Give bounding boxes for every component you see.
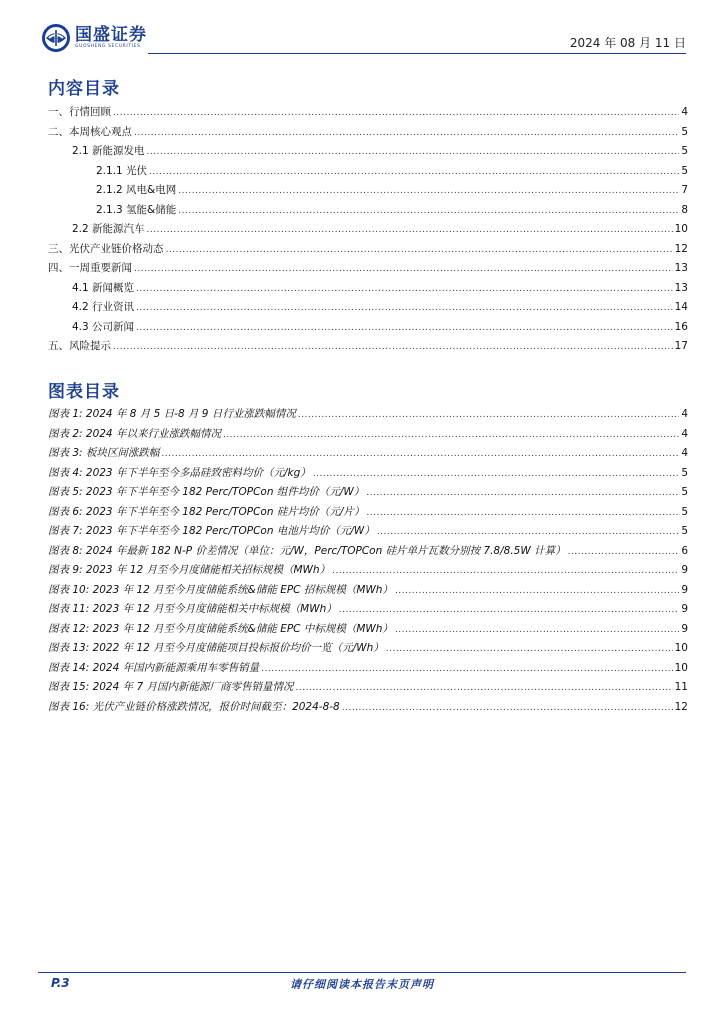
toc-entry[interactable] bbox=[48, 240, 688, 260]
dot-leader bbox=[395, 582, 679, 602]
figure-entry-label: 图表 2: 2024 年以来行业涨跌幅情况 bbox=[48, 427, 221, 440]
dot-leader bbox=[147, 221, 673, 241]
footer-divider bbox=[38, 972, 686, 973]
figure-entry-page: 10 bbox=[674, 642, 688, 654]
dot-leader bbox=[223, 426, 679, 446]
toc-entry[interactable] bbox=[48, 318, 688, 338]
figure-entry-page: 5 bbox=[681, 466, 688, 479]
figure-entry-label: 图表 11: 2023 年 12 月至今月度储能相关中标规模（MWh） bbox=[48, 603, 337, 615]
toc-entry[interactable] bbox=[48, 220, 688, 240]
figure-entry[interactable] bbox=[48, 659, 688, 679]
toc-entry[interactable] bbox=[48, 298, 688, 318]
logo bbox=[41, 24, 147, 52]
figure-entry-label: 图表 5: 2023 年下半年至今 182 Perc/TOPCon 组件均价（元/W） bbox=[48, 486, 365, 498]
figure-entry[interactable] bbox=[48, 483, 688, 503]
figure-entry-page: 12 bbox=[674, 700, 688, 713]
figure-entry-label: 图表 6: 2023 年下半年至今 182 Perc/TOPCon 硅片均价（元/片） bbox=[48, 505, 365, 518]
toc-entry[interactable] bbox=[48, 103, 688, 123]
logo-name-en: GUOSHENG SECURITIES bbox=[75, 44, 141, 49]
toc-entry[interactable] bbox=[48, 201, 688, 221]
figure-entry-label: 图表 1: 2024 年 8 月 5 日-8 月 9 日行业涨跌幅情况 bbox=[48, 408, 296, 420]
toc-entry-page: 17 bbox=[674, 340, 688, 352]
figure-entry[interactable] bbox=[48, 542, 688, 562]
dot-leader bbox=[342, 699, 673, 719]
dot-leader bbox=[366, 504, 679, 524]
toc-title: 内容目录 bbox=[48, 79, 120, 99]
figure-entry-page: 11 bbox=[674, 681, 688, 693]
figure-entry-label: 图表 10: 2023 年 12 月至今月度储能系统&储能 EPC 招标规模（MWh） bbox=[48, 583, 393, 596]
dot-leader bbox=[134, 124, 679, 144]
dot-leader bbox=[568, 543, 680, 563]
figure-entry[interactable] bbox=[48, 464, 688, 484]
toc-list bbox=[48, 103, 688, 357]
dot-leader bbox=[136, 299, 673, 319]
toc-entry-label: 三、光伏产业链价格动态 bbox=[48, 242, 164, 255]
figure-entry[interactable] bbox=[48, 581, 688, 601]
page-number: P.3 bbox=[51, 976, 70, 990]
figure-entry-label: 图表 13: 2022 年 12 月至今月度储能项目投标报价均价一览（元/Wh） bbox=[48, 642, 384, 654]
dot-leader bbox=[366, 484, 679, 504]
header-divider bbox=[148, 53, 686, 54]
figure-entry-label: 图表 4: 2023 年下半年至今多晶硅致密料均价（元/kg） bbox=[48, 466, 311, 479]
dot-leader bbox=[395, 621, 679, 641]
dot-leader bbox=[147, 143, 680, 163]
figure-entry-label: 图表 14: 2024 年国内新能源乘用车零售销量 bbox=[48, 661, 260, 674]
toc-entry[interactable] bbox=[48, 279, 688, 299]
toc-entry-page: 5 bbox=[681, 125, 688, 138]
figure-entry-page: 5 bbox=[681, 486, 688, 498]
dot-leader bbox=[332, 562, 679, 582]
page-header bbox=[0, 0, 724, 58]
figure-entry[interactable] bbox=[48, 698, 688, 718]
dot-leader bbox=[161, 445, 679, 465]
figure-entry-page: 9 bbox=[681, 564, 688, 576]
toc-entry-page: 12 bbox=[674, 242, 688, 255]
figure-entry[interactable] bbox=[48, 678, 688, 698]
toc-entry[interactable] bbox=[48, 123, 688, 143]
figure-entry[interactable] bbox=[48, 444, 688, 464]
figures-title: 图表目录 bbox=[48, 382, 120, 402]
toc-entry-label: 2.1.3 氢能&储能 bbox=[96, 203, 177, 216]
figure-entry-label: 图表 12: 2023 年 12 月至今月度储能系统&储能 EPC 中标规模（MWh） bbox=[48, 622, 393, 635]
figure-entry[interactable] bbox=[48, 561, 688, 581]
figure-entry-page: 9 bbox=[681, 603, 688, 615]
toc-entry-label: 五、风险提示 bbox=[48, 340, 111, 352]
figure-entry-label: 图表 9: 2023 年 12 月至今月度储能相关招标规模（MWh） bbox=[48, 564, 331, 576]
dot-leader bbox=[178, 202, 679, 222]
logo-mark-icon bbox=[41, 24, 71, 52]
toc-entry[interactable] bbox=[48, 337, 688, 357]
dot-leader bbox=[386, 640, 673, 660]
figure-entry[interactable] bbox=[48, 503, 688, 523]
toc-entry-label: 4.1 新闻概览 bbox=[72, 281, 135, 294]
figure-entry-page: 9 bbox=[681, 622, 688, 635]
figure-entry[interactable] bbox=[48, 405, 688, 425]
figure-entry[interactable] bbox=[48, 522, 688, 542]
toc-entry[interactable] bbox=[48, 142, 688, 162]
dot-leader bbox=[339, 601, 680, 621]
dot-leader bbox=[166, 241, 673, 261]
figure-entry-page: 10 bbox=[674, 661, 688, 674]
toc-entry-page: 5 bbox=[681, 164, 688, 177]
figure-entry-page: 4 bbox=[681, 408, 688, 420]
toc-entry[interactable] bbox=[48, 181, 688, 201]
report-date: 2024 年 08 月 11 日 bbox=[569, 36, 686, 50]
footer-disclaimer: 请仔细阅读本报告末页声明 bbox=[290, 978, 434, 991]
toc-entry-label: 一、行情回顾 bbox=[48, 106, 111, 118]
toc-entry-label: 二、本周核心观点 bbox=[48, 125, 132, 138]
figure-entry-label: 图表 15: 2024 年 7 月国内新能源厂商零售销量情况 bbox=[48, 681, 294, 693]
figure-entry-page: 4 bbox=[681, 427, 688, 440]
dot-leader bbox=[113, 338, 673, 358]
toc-entry-page: 16 bbox=[674, 320, 688, 333]
toc-entry-label: 2.2 新能源汽车 bbox=[72, 223, 145, 235]
figure-entry-label: 图表 7: 2023 年下半年至今 182 Perc/TOPCon 电池片均价（元/W） bbox=[48, 525, 375, 537]
figure-entry-label: 图表 16: 光伏产业链价格涨跌情况，报价时间截至：2024-8-8 bbox=[48, 700, 340, 713]
dot-leader bbox=[313, 465, 680, 485]
figure-entry-page: 4 bbox=[681, 447, 688, 459]
toc-entry-page: 8 bbox=[681, 203, 688, 216]
dot-leader bbox=[261, 660, 672, 680]
toc-entry-page: 7 bbox=[681, 184, 688, 196]
toc-entry-label: 4.3 公司新闻 bbox=[72, 320, 135, 333]
toc-entry-label: 2.1.2 风电&电网 bbox=[96, 184, 177, 196]
toc-entry-page: 13 bbox=[674, 262, 688, 274]
figure-entry-page: 9 bbox=[681, 583, 688, 596]
dot-leader bbox=[136, 280, 673, 300]
toc-entry-page: 13 bbox=[674, 281, 688, 294]
figure-entry[interactable] bbox=[48, 620, 688, 640]
toc-entry-page: 14 bbox=[674, 301, 688, 313]
figure-entry-page: 6 bbox=[681, 544, 688, 557]
dot-leader bbox=[178, 182, 679, 202]
dot-leader bbox=[134, 260, 673, 280]
toc-entry-page: 10 bbox=[674, 223, 688, 235]
dot-leader bbox=[296, 679, 673, 699]
figure-entry-label: 图表 3: 板块区间涨跌幅 bbox=[48, 447, 160, 459]
dot-leader bbox=[377, 523, 680, 543]
dot-leader bbox=[298, 406, 679, 426]
dot-leader bbox=[136, 319, 673, 339]
toc-entry[interactable] bbox=[48, 259, 688, 279]
figure-entry-page: 5 bbox=[681, 525, 688, 537]
dot-leader bbox=[149, 163, 679, 183]
toc-entry-page: 4 bbox=[681, 106, 688, 118]
toc-entry-page: 5 bbox=[681, 145, 688, 157]
figure-entry-label: 图表 8: 2024 年最新 182 N-P 价差情况（单位：元/W，Perc/TOPCon 硅片单片瓦数分别按 7.8/8.5W 计算） bbox=[48, 544, 566, 557]
toc-entry-label: 2.1.1 光伏 bbox=[96, 164, 148, 177]
figure-entry[interactable] bbox=[48, 600, 688, 620]
figure-entry[interactable] bbox=[48, 639, 688, 659]
figure-entry[interactable] bbox=[48, 425, 688, 445]
logo-name-cn: 国盛证券 bbox=[75, 25, 147, 45]
toc-entry-label: 4.2 行业资讯 bbox=[72, 301, 135, 313]
figures-list bbox=[48, 405, 688, 717]
toc-entry-label: 四、一周重要新闻 bbox=[48, 262, 132, 274]
toc-entry-label: 2.1 新能源发电 bbox=[72, 145, 145, 157]
dot-leader bbox=[113, 104, 679, 124]
toc-entry[interactable] bbox=[48, 162, 688, 182]
figure-entry-page: 5 bbox=[681, 505, 688, 518]
